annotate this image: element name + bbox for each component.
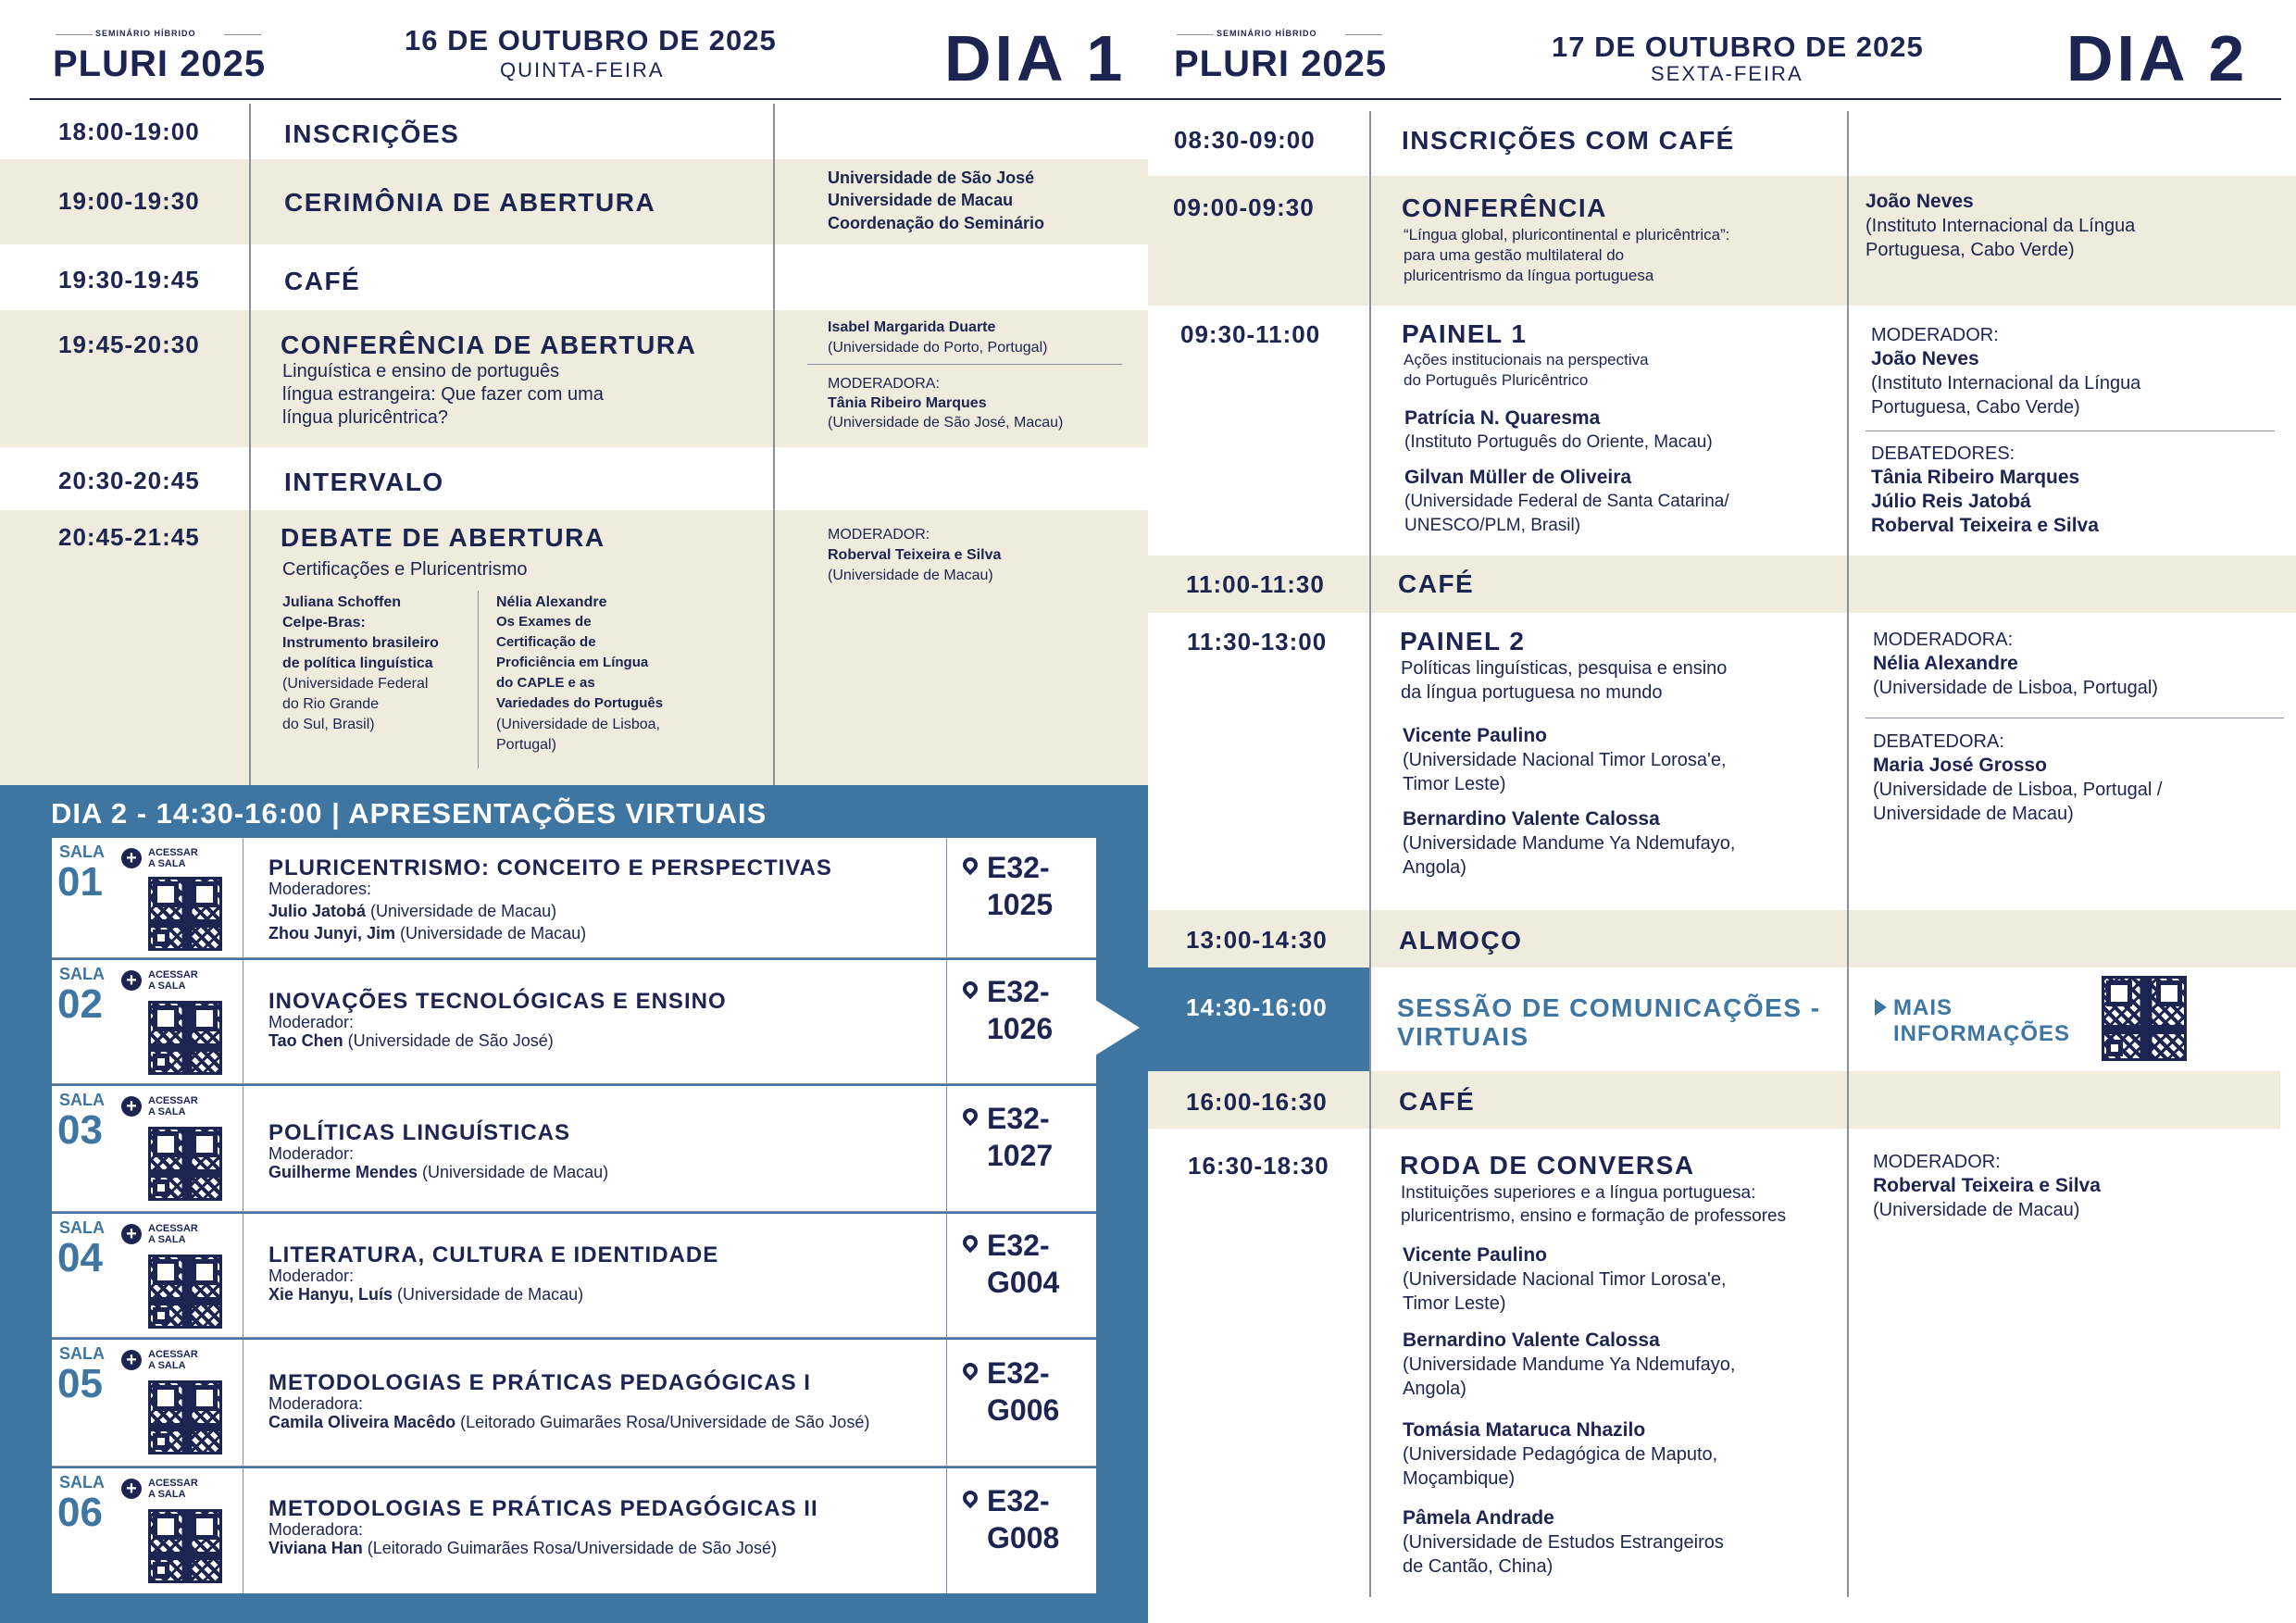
room-code: E32- bbox=[987, 1229, 1050, 1262]
room-code: 1025 bbox=[987, 888, 1054, 921]
room-code: E32- bbox=[987, 851, 1050, 884]
divider bbox=[52, 1466, 1096, 1467]
debater-topic: Os Exames de bbox=[496, 614, 592, 630]
room-code: G008 bbox=[987, 1520, 1060, 1554]
arrow-pointer bbox=[1095, 1000, 1140, 1055]
time-slot: 11:00-11:30 bbox=[1186, 570, 1325, 598]
room-session-title: METODOLOGIAS E PRÁTICAS PEDAGÓGICAS II bbox=[268, 1496, 818, 1521]
access-label[interactable]: ACESSAR bbox=[148, 1223, 198, 1234]
panelist-affiliation: (Instituto Português do Oriente, Macau) bbox=[1404, 432, 1713, 452]
moderator-affiliation: (Universidade de Macau) bbox=[366, 902, 557, 920]
room-session-title: METODOLOGIAS E PRÁTICAS PEDAGÓGICAS I bbox=[268, 1370, 811, 1395]
debater-affiliation: do Rio Grande bbox=[282, 696, 380, 712]
moderator-affiliation: (Universidade de Macau) bbox=[418, 1163, 609, 1181]
qr-code-icon[interactable] bbox=[2102, 976, 2187, 1061]
session-subtitle: Certificações e Pluricentrismo bbox=[282, 559, 528, 580]
panelist-affiliation: (Universidade Mandume Ya Ndemufayo, bbox=[1403, 833, 1736, 854]
room-label: SALA bbox=[59, 1218, 105, 1237]
panelist-affiliation: UNESCO/PLM, Brasil) bbox=[1404, 516, 1581, 535]
panelist-name: Bernardino Valente Calossa bbox=[1403, 1330, 1660, 1351]
moderator-name: João Neves bbox=[1871, 348, 1979, 369]
room-number: 06 bbox=[57, 1490, 103, 1535]
debater-topic: do CAPLE e as bbox=[496, 675, 595, 691]
qr-code-icon[interactable] bbox=[148, 1380, 222, 1454]
access-label[interactable]: A SALA bbox=[148, 980, 186, 992]
time-slot: 13:00-14:30 bbox=[1186, 926, 1328, 954]
moderator-affiliation: (Universidade de Macau) bbox=[395, 924, 587, 943]
room-session-title: POLÍTICAS LINGUÍSTICAS bbox=[268, 1120, 571, 1145]
panelist-affiliation: (Universidade de Estudos Estrangeiros bbox=[1403, 1532, 1724, 1553]
speaker-affiliation: Portuguesa, Cabo Verde) bbox=[1866, 240, 2075, 260]
panelist-name: Gilvan Müller de Oliveira bbox=[1404, 467, 1632, 488]
plus-icon[interactable]: + bbox=[121, 1350, 142, 1370]
room-session-title: INOVAÇÕES TECNOLÓGICAS E ENSINO bbox=[268, 989, 727, 1014]
moderator-name: Viviana Han bbox=[268, 1539, 363, 1557]
day2-date: 17 DE OUTUBRO DE 2025 bbox=[1552, 31, 1924, 63]
room-session-title: PLURICENTRISMO: CONCEITO E PERSPECTIVAS bbox=[268, 855, 832, 880]
debater-name: Júlio Reis Jatobá bbox=[1871, 491, 2031, 512]
divider bbox=[807, 364, 1122, 365]
session-title[interactable]: VIRTUAIS bbox=[1397, 1022, 1529, 1051]
moderator-label: MODERADORA: bbox=[828, 376, 940, 392]
debater-name: Roberval Teixeira e Silva bbox=[1871, 515, 2099, 536]
debater-affiliation: (Universidade Federal bbox=[282, 676, 429, 692]
room-card bbox=[52, 1340, 1096, 1467]
time-slot: 20:30-20:45 bbox=[58, 467, 200, 494]
moderator-name: Zhou Junyi, Jim bbox=[268, 924, 396, 943]
debater-name: Maria José Grosso bbox=[1873, 755, 2047, 776]
moderator-affiliation: (Instituto Internacional da Língua bbox=[1871, 373, 2141, 393]
divider bbox=[52, 1083, 1096, 1084]
column-divider bbox=[249, 104, 251, 785]
divider bbox=[946, 960, 947, 1084]
access-label[interactable]: ACESSAR bbox=[148, 1478, 198, 1489]
debater-name: Tânia Ribeiro Marques bbox=[1871, 467, 2080, 488]
room-label: SALA bbox=[59, 965, 105, 983]
moderator-name: Roberval Teixeira e Silva bbox=[828, 547, 1002, 563]
debater-topic: Variedades do Português bbox=[496, 695, 664, 711]
moderator-label: Moderadora: bbox=[268, 1520, 364, 1539]
divider bbox=[52, 1211, 1096, 1212]
panelist-affiliation: Moçambique) bbox=[1403, 1468, 1516, 1489]
location-pin-icon bbox=[960, 1359, 981, 1380]
divider bbox=[946, 1214, 947, 1338]
debater-name: Nélia Alexandre bbox=[496, 594, 607, 610]
time-slot: 16:00-16:30 bbox=[1186, 1088, 1328, 1116]
debater-topic: Celpe-Bras: bbox=[282, 615, 366, 630]
access-label[interactable]: A SALA bbox=[148, 858, 186, 869]
session-subtitle: da língua portuguesa no mundo bbox=[1401, 682, 1663, 703]
debater-affiliation: do Sul, Brasil) bbox=[282, 717, 375, 732]
room-session-title: LITERATURA, CULTURA E IDENTIDADE bbox=[268, 1242, 719, 1267]
moderator-affiliation: (Universidade de Macau) bbox=[1873, 1200, 2080, 1220]
moderator-affiliation: Portuguesa, Cabo Verde) bbox=[1871, 397, 2080, 418]
speaker-name: João Neves bbox=[1866, 191, 1974, 212]
session-title[interactable]: SESSÃO DE COMUNICAÇÕES - bbox=[1397, 993, 1821, 1022]
panelist-affiliation: Timor Leste) bbox=[1403, 1293, 1506, 1314]
session-subtitle: língua pluricêntrica? bbox=[282, 407, 448, 428]
debater-topic: Instrumento brasileiro bbox=[282, 635, 439, 651]
moderator-label: Moderador: bbox=[268, 1013, 355, 1031]
access-label[interactable]: A SALA bbox=[148, 1234, 186, 1245]
debaters-label: DEBATEDORES: bbox=[1871, 443, 2015, 464]
debater-label: DEBATEDORA: bbox=[1873, 731, 2004, 752]
moderator-affiliation: (Leitorado Guimarães Rosa/Universidade de São José) bbox=[455, 1413, 870, 1431]
qr-code-icon[interactable] bbox=[148, 1255, 222, 1329]
moderator-affiliation: (Universidade de Lisboa, Portugal) bbox=[1873, 678, 2158, 698]
debater-affiliation: (Universidade de Lisboa, bbox=[496, 717, 660, 732]
speaker-affiliation: (Instituto Internacional da Língua bbox=[1866, 216, 2136, 236]
plus-icon[interactable]: + bbox=[121, 1479, 142, 1499]
location-pin-icon bbox=[960, 855, 981, 876]
room-number: 05 bbox=[57, 1361, 103, 1406]
panelist-affiliation: de Cantão, China) bbox=[1403, 1556, 1554, 1577]
virtual-sessions-header: DIA 2 - 14:30-16:00 | APRESENTAÇÕES VIRTUAIS bbox=[51, 797, 767, 830]
session-subtitle: pluricentrismo da língua portuguesa bbox=[1404, 267, 1654, 284]
session-subtitle: Ações institucionais na perspectiva bbox=[1404, 351, 1649, 368]
session-subtitle: Linguística e ensino de português bbox=[282, 361, 560, 381]
room-card bbox=[52, 1468, 1096, 1593]
moderator-name: Nélia Alexandre bbox=[1873, 653, 2018, 674]
location-pin-icon bbox=[960, 1105, 981, 1127]
panelist-name: Vicente Paulino bbox=[1403, 1244, 1547, 1266]
header-rule bbox=[56, 34, 93, 35]
day1-date: 16 DE OUTUBRO DE 2025 bbox=[405, 24, 777, 56]
moderator-affiliation: (Universidade de São José) bbox=[343, 1031, 554, 1050]
day1-weekday: QUINTA-FEIRA bbox=[500, 58, 665, 81]
time-slot: 18:00-19:00 bbox=[58, 118, 200, 145]
debater-topic: de política linguística bbox=[282, 655, 433, 671]
session-title: INSCRIÇÕES COM CAFÉ bbox=[1402, 126, 1735, 155]
session-subtitle: Instituições superiores e a língua portuguesa: bbox=[1401, 1183, 1756, 1203]
divider bbox=[946, 1340, 947, 1467]
qr-code-icon[interactable] bbox=[148, 1127, 222, 1201]
time-slot: 09:30-11:00 bbox=[1180, 320, 1321, 348]
day2-label: DIA 2 bbox=[2066, 22, 2249, 94]
header-rule bbox=[1177, 34, 1214, 35]
access-label[interactable]: ACESSAR bbox=[148, 1349, 198, 1360]
moderator-affiliation: (Universidade de Macau) bbox=[393, 1285, 584, 1304]
location-pin-icon bbox=[960, 979, 981, 1000]
moderator-name: Xie Hanyu, Luís bbox=[268, 1285, 393, 1304]
session-subtitle: língua estrangeira: Que fazer com uma bbox=[282, 384, 604, 405]
header-rule bbox=[1345, 34, 1382, 35]
access-label[interactable]: A SALA bbox=[148, 1106, 186, 1117]
header-rule bbox=[224, 34, 261, 35]
organizer: Universidade de São José bbox=[828, 169, 1035, 187]
organizer: Coordenação do Seminário bbox=[828, 214, 1045, 232]
session-subtitle: para uma gestão multilateral do bbox=[1404, 246, 1625, 264]
time-slot: 19:30-19:45 bbox=[58, 266, 200, 293]
location-pin-icon bbox=[960, 1487, 981, 1508]
moderator-affiliation: (Universidade de Macau) bbox=[828, 568, 993, 583]
session-title: ALMOÇO bbox=[1399, 926, 1523, 955]
panelist-affiliation: (Universidade Pedagógica de Maputo, bbox=[1403, 1444, 1718, 1465]
seminar-label: SEMINÁRIO HÍBRIDO bbox=[1217, 29, 1317, 38]
debater-affiliation: Universidade de Macau) bbox=[1873, 804, 2074, 824]
room-code: G006 bbox=[987, 1392, 1060, 1427]
moderator-name: Tânia Ribeiro Marques bbox=[828, 395, 987, 411]
room-number: 03 bbox=[57, 1107, 103, 1153]
room-code: G004 bbox=[987, 1266, 1060, 1299]
speaker-affiliation: (Universidade do Porto, Portugal) bbox=[828, 340, 1048, 356]
moderator-name: Camila Oliveira Macêdo bbox=[268, 1413, 456, 1431]
time-slot: 14:30-16:00 bbox=[1186, 993, 1328, 1021]
session-title: CAFÉ bbox=[1398, 569, 1475, 598]
room-card bbox=[52, 1214, 1096, 1338]
panelist-affiliation: (Universidade Federal de Santa Catarina/ bbox=[1404, 492, 1729, 511]
moderator-name: Julio Jatobá bbox=[268, 902, 367, 920]
debater-topic: Proficiência em Língua bbox=[496, 655, 649, 670]
column-divider bbox=[1847, 111, 1849, 1597]
session-title: CAFÉ bbox=[1399, 1087, 1476, 1116]
time-slot: 19:45-20:30 bbox=[58, 331, 200, 358]
room-code: 1027 bbox=[987, 1139, 1054, 1172]
session-title: PAINEL 2 bbox=[1400, 627, 1526, 655]
session-title: DEBATE DE ABERTURA bbox=[281, 523, 605, 552]
session-title: PAINEL 1 bbox=[1402, 319, 1528, 348]
panelist-name: Tomásia Mataruca Nhazilo bbox=[1403, 1419, 1646, 1441]
session-title: CONFERÊNCIA DE ABERTURA bbox=[281, 331, 697, 359]
room-label: SALA bbox=[59, 1344, 105, 1363]
panelist-affiliation: (Universidade Mandume Ya Ndemufayo, bbox=[1403, 1355, 1736, 1375]
time-slot: 19:00-19:30 bbox=[58, 187, 200, 215]
session-title: CAFÉ bbox=[284, 267, 361, 295]
panelist-name: Pâmela Andrade bbox=[1403, 1507, 1554, 1529]
session-subtitle: pluricentrismo, ensino e formação de professores bbox=[1401, 1206, 1787, 1226]
brand-title: PLURI 2025 bbox=[53, 44, 267, 84]
moderator-label: MODERADORA: bbox=[1873, 630, 2014, 650]
panelist-affiliation: Angola) bbox=[1403, 857, 1466, 878]
room-code: E32- bbox=[987, 1355, 1050, 1390]
session-subtitle: “Língua global, pluricontinental e pluricêntrica”: bbox=[1404, 226, 1730, 243]
session-subtitle: Políticas linguísticas, pesquisa e ensino bbox=[1401, 658, 1728, 679]
panelist-affiliation: Angola) bbox=[1403, 1379, 1466, 1399]
moderator-affiliation: (Leitorado Guimarães Rosa/Universidade de São José) bbox=[362, 1539, 777, 1557]
seminar-label: SEMINÁRIO HÍBRIDO bbox=[95, 29, 196, 38]
brand-title: PLURI 2025 bbox=[1174, 44, 1388, 84]
qr-code-icon[interactable] bbox=[148, 1001, 222, 1075]
moderator-label: Moderadora: bbox=[268, 1394, 364, 1413]
plus-icon[interactable]: + bbox=[121, 1224, 142, 1244]
moderator-name: Guilherme Mendes bbox=[268, 1163, 418, 1181]
room-label: SALA bbox=[59, 843, 105, 861]
session-title: RODA DE CONVERSA bbox=[1400, 1151, 1695, 1180]
more-info-link[interactable]: INFORMAÇÕES bbox=[1893, 1021, 2070, 1046]
divider bbox=[52, 957, 1096, 958]
debater-name: Juliana Schoffen bbox=[282, 594, 402, 610]
room-label: SALA bbox=[59, 1473, 105, 1492]
room-code: E32- bbox=[987, 975, 1050, 1008]
more-info-link[interactable]: MAIS bbox=[1893, 995, 1953, 1020]
day1-label: DIA 1 bbox=[944, 22, 1127, 94]
room-card bbox=[52, 1086, 1096, 1212]
header-divider bbox=[30, 98, 2281, 100]
panelist-name: Patrícia N. Quaresma bbox=[1404, 407, 1601, 429]
room-code: 1026 bbox=[987, 1012, 1054, 1045]
access-label[interactable]: ACESSAR bbox=[148, 969, 198, 980]
moderator-label: MODERADOR: bbox=[1873, 1152, 2001, 1172]
time-slot: 11:30-13:00 bbox=[1187, 628, 1328, 655]
plus-icon[interactable]: + bbox=[121, 848, 142, 868]
divider bbox=[946, 838, 947, 958]
room-number: 04 bbox=[57, 1235, 103, 1280]
room-number: 01 bbox=[57, 859, 103, 905]
moderator-affiliation: (Universidade de São José, Macau) bbox=[828, 415, 1064, 431]
session-title: CERIMÔNIA DE ABERTURA bbox=[284, 188, 656, 217]
session-title: CONFERÊNCIA bbox=[1402, 194, 1607, 222]
organizer: Universidade de Macau bbox=[828, 191, 1014, 209]
access-label[interactable]: A SALA bbox=[148, 1489, 186, 1500]
speaker-name: Isabel Margarida Duarte bbox=[828, 319, 996, 335]
qr-code-icon[interactable] bbox=[148, 877, 222, 951]
moderator-label: Moderador: bbox=[268, 1267, 355, 1285]
room-code: E32- bbox=[987, 1102, 1050, 1135]
column-divider bbox=[1369, 111, 1371, 1597]
play-icon bbox=[1875, 999, 1887, 1016]
moderator-name: Tao Chen bbox=[268, 1031, 343, 1050]
room-code: E32- bbox=[987, 1483, 1050, 1517]
moderator-label: MODERADOR: bbox=[828, 527, 930, 543]
panelist-affiliation: (Universidade Nacional Timor Lorosa'e, bbox=[1403, 1269, 1727, 1290]
session-title: INSCRIÇÕES bbox=[284, 119, 460, 148]
moderator-label: Moderador: bbox=[268, 1144, 355, 1163]
time-slot: 20:45-21:45 bbox=[58, 523, 200, 551]
day2-weekday: SEXTA-FEIRA bbox=[1651, 62, 1803, 85]
debater-affiliation: (Universidade de Lisboa, Portugal / bbox=[1873, 780, 2163, 800]
time-slot: 16:30-18:30 bbox=[1188, 1152, 1329, 1180]
qr-code-icon[interactable] bbox=[148, 1509, 222, 1583]
time-slot: 09:00-09:30 bbox=[1173, 194, 1315, 221]
panelist-affiliation: (Universidade Nacional Timor Lorosa'e, bbox=[1403, 750, 1727, 770]
session-subtitle: do Português Pluricêntrico bbox=[1404, 371, 1589, 389]
plus-icon[interactable]: + bbox=[121, 970, 142, 991]
divider bbox=[946, 1086, 947, 1212]
panelist-name: Bernardino Valente Calossa bbox=[1403, 808, 1660, 830]
moderator-label: Moderadores: bbox=[268, 880, 372, 898]
room-card bbox=[52, 960, 1096, 1084]
room-label: SALA bbox=[59, 1091, 105, 1109]
divider bbox=[478, 591, 479, 768]
access-label[interactable]: ACESSAR bbox=[148, 847, 198, 858]
panelist-name: Vicente Paulino bbox=[1403, 725, 1547, 746]
divider bbox=[52, 1337, 1096, 1338]
divider bbox=[946, 1468, 947, 1593]
plus-icon[interactable]: + bbox=[121, 1096, 142, 1117]
location-pin-icon bbox=[960, 1232, 981, 1254]
column-divider bbox=[773, 104, 775, 785]
time-slot: 08:30-09:00 bbox=[1174, 126, 1316, 154]
room-card bbox=[52, 838, 1096, 958]
room-number: 02 bbox=[57, 981, 103, 1027]
session-title: INTERVALO bbox=[284, 468, 444, 496]
panelist-affiliation: Timor Leste) bbox=[1403, 774, 1506, 794]
moderator-label: MODERADOR: bbox=[1871, 325, 1999, 345]
access-label[interactable]: A SALA bbox=[148, 1360, 186, 1371]
moderator-name: Roberval Teixeira e Silva bbox=[1873, 1175, 2101, 1196]
debater-affiliation: Portugal) bbox=[496, 737, 556, 753]
debater-topic: Certificação de bbox=[496, 634, 596, 650]
access-label[interactable]: ACESSAR bbox=[148, 1095, 198, 1106]
